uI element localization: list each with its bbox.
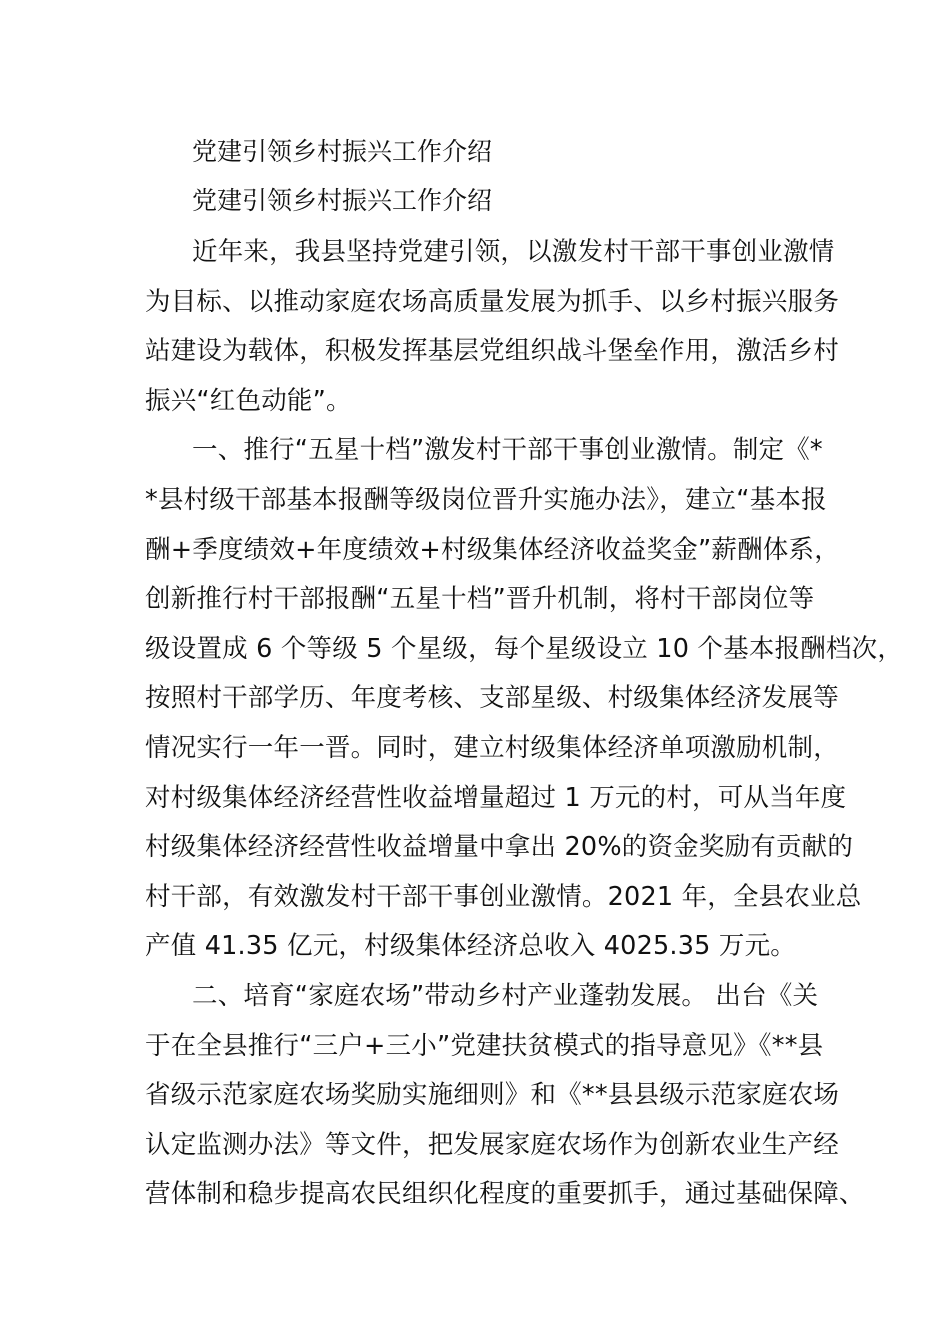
document-title-2: 党建引领乡村振兴工作介绍 <box>192 186 493 215</box>
body-line: 产值 41.35 亿元，村级集体经济总收入 4025.35 万元。 <box>145 931 796 962</box>
document-title-1: 党建引领乡村振兴工作介绍 <box>192 137 493 166</box>
body-line: 站建设为载体，积极发挥基层党组织战斗堡垒作用，激活乡村 <box>145 336 839 367</box>
body-line: 创新推行村干部报酬“五星十档”晋升机制，将村干部岗位等 <box>145 584 815 615</box>
body-line: 酬+季度绩效+年度绩效+村级集体经济收益奖金”薪酬体系， <box>145 534 840 565</box>
body-line: 村干部，有效激发村干部干事创业激情。2021 年，全县农业总 <box>145 881 862 912</box>
body-line: 级设置成 6 个等级 5 个星级，每个星级设立 10 个基本报酬档次， <box>145 633 904 664</box>
body-line: 为目标、以推动家庭农场高质量发展为抓手、以乡村振兴服务 <box>145 286 839 317</box>
body-line: 认定监测办法》等文件，把发展家庭农场作为创新农业生产经 <box>145 1129 839 1160</box>
body-line: 按照村干部学历、年度考核、支部星级、村级集体经济发展等 <box>145 683 839 714</box>
body-line: 情况实行一年一晋。同时，建立村级集体经济单项激励机制， <box>145 732 839 763</box>
body-line: 近年来，我县坚持党建引领，以激发村干部干事创业激情 <box>192 237 835 267</box>
body-line: *县村级干部基本报酬等级岗位晋升实施办法》，建立“基本报 <box>145 484 827 515</box>
body-line: 营体制和稳步提高农民组织化程度的重要抓手，通过基础保障、 <box>145 1179 865 1210</box>
document-body <box>145 228 904 1220</box>
body-line: 一、推行“五星十档”激发村干部干事创业激情。制定《* <box>192 435 823 466</box>
body-line: 对村级集体经济经营性收益增量超过 1 万元的村，可从当年度 <box>145 782 847 813</box>
body-line: 村级集体经济经营性收益增量中拿出 20%的资金奖励有贡献的 <box>145 832 854 863</box>
body-line: 省级示范家庭农场奖励实施细则》和《**县县级示范家庭农场 <box>145 1080 840 1111</box>
body-line: 振兴“红色动能”。 <box>145 385 352 416</box>
body-line: 二、培育“家庭农场”带动乡村产业蓬勃发展。 出台《关 <box>192 980 819 1011</box>
body-line: 于在全县推行“三户+三小”党建扶贫模式的指导意见》《**县 <box>145 1030 824 1061</box>
